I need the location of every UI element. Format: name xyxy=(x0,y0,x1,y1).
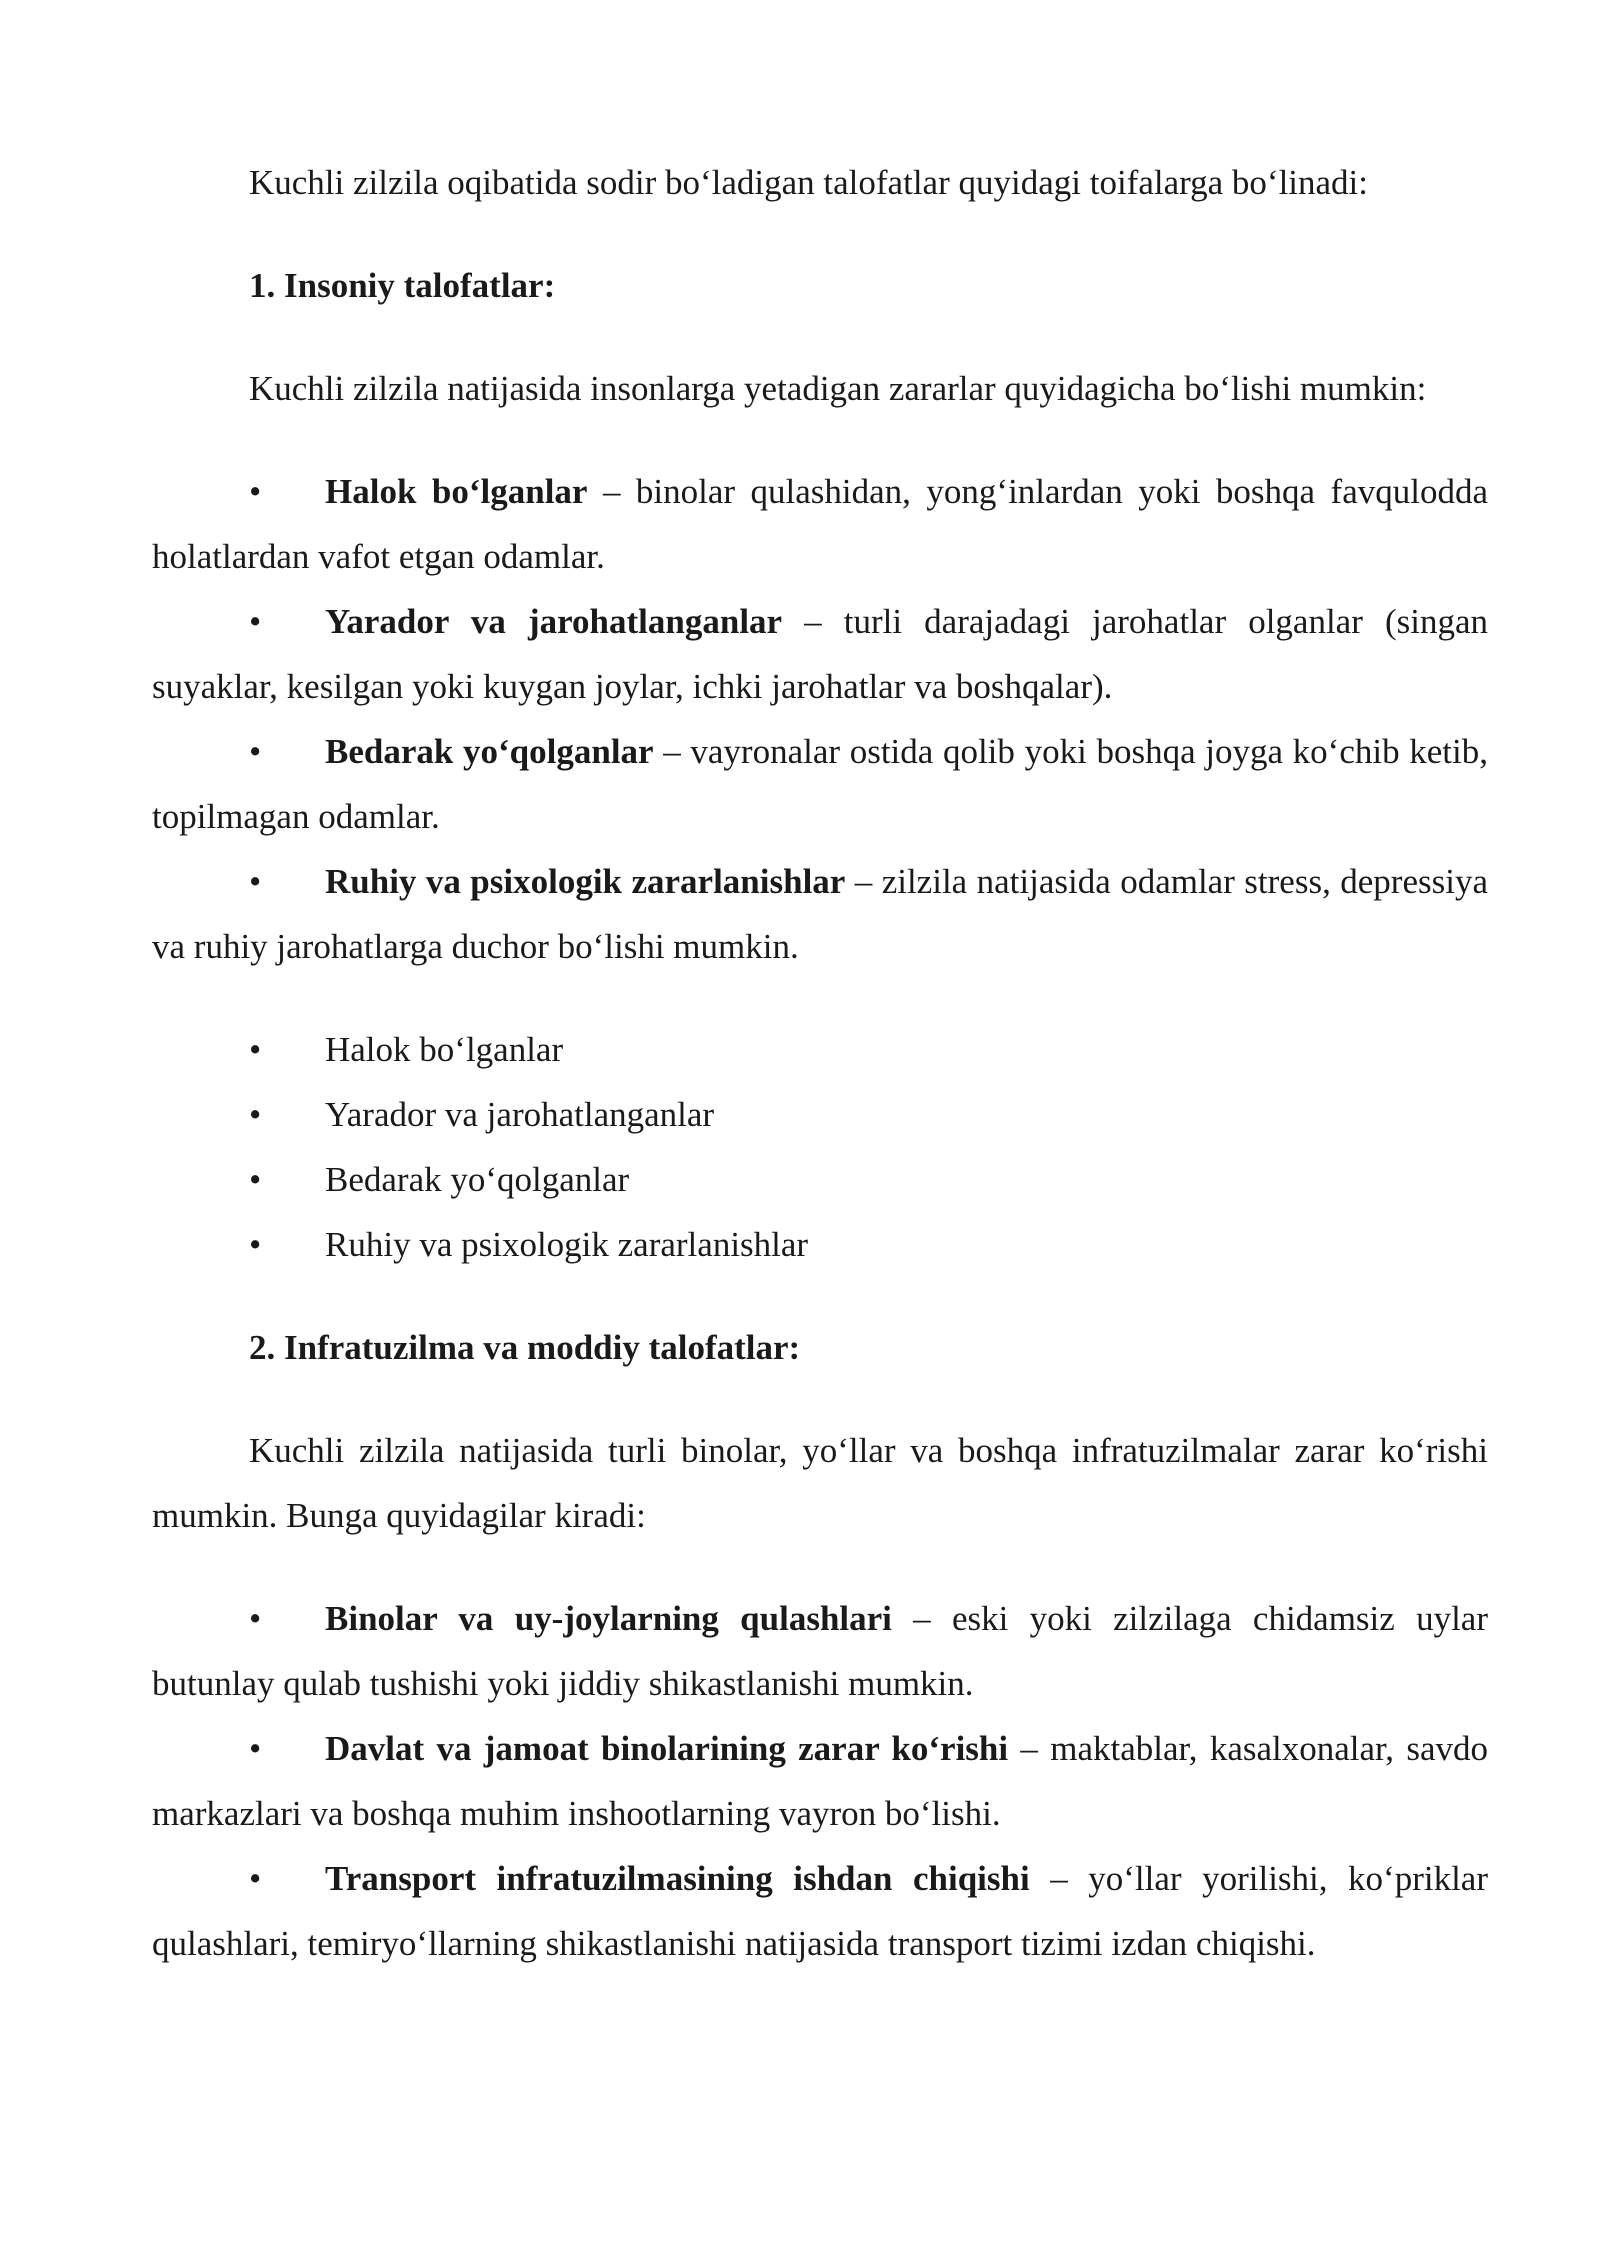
bullet-icon: • xyxy=(249,862,262,901)
list-item xyxy=(152,719,1488,849)
section1-intro: Kuchli zilzila natijasida insonlarga yetadigan zararlar quyidagicha bo‘lishi mumkin: xyxy=(249,369,1427,408)
bullet-icon: • xyxy=(249,732,262,771)
list-item xyxy=(152,849,1488,979)
item-description: – vayronalar ostida qolib yoki boshqa joyga ko‘chib ketib, topilmagan odamlar. xyxy=(152,732,1488,836)
list-item xyxy=(152,1716,1488,1846)
bullet-icon: • xyxy=(249,1859,262,1898)
bullet-icon: • xyxy=(249,602,262,641)
list-item xyxy=(152,1147,1488,1212)
item-label: Yarador va jarohatlanganlar xyxy=(325,1095,715,1134)
list-item xyxy=(152,1082,1488,1147)
list-item xyxy=(152,1846,1488,1976)
item-description: – turli darajadagi jarohatlar olganlar (singan suyaklar, kesilgan yoki kuygan joylar, ichki jarohatlar va boshqalar). xyxy=(152,602,1488,706)
bullet-icon: • xyxy=(249,1599,262,1638)
item-term: Yarador va jarohatlanganlar xyxy=(325,602,783,641)
section2-detail-list xyxy=(152,1586,1488,1976)
item-label: Ruhiy va psixologik zararlanishlar xyxy=(325,1225,809,1264)
bullet-icon: • xyxy=(249,1729,262,1768)
bullet-icon: • xyxy=(249,1225,262,1264)
item-label: Bedarak yo‘qolganlar xyxy=(325,1160,630,1199)
list-item xyxy=(152,1212,1488,1277)
list-item xyxy=(152,589,1488,719)
item-description: – yo‘llar yorilishi, ko‘priklar qulashlari, temiryo‘llarning shikastlanishi natijasida transport tizimi izdan chiqishi. xyxy=(152,1859,1488,1963)
item-term: Binolar va uy-joylarning qulashlari xyxy=(325,1599,892,1638)
list-item xyxy=(152,459,1488,589)
section1-heading: 1. Insoniy talofatlar: xyxy=(249,266,556,305)
item-term: Ruhiy va psixologik zararlanishlar xyxy=(325,862,846,901)
item-term: Transport infratuzilmasining ishdan chiqishi xyxy=(325,1859,1030,1898)
section1-summary-list xyxy=(152,1017,1488,1277)
item-description: – eski yoki zilzilaga chidamsiz uylar butunlay qulab tushishi yoki jiddiy shikastlanishi mumkin. xyxy=(152,1599,1489,1703)
item-term: Bedarak yo‘qolganlar xyxy=(325,732,654,771)
list-item xyxy=(152,1017,1488,1082)
item-term: Halok bo‘lganlar xyxy=(325,472,588,511)
intro-paragraph: Kuchli zilzila oqibatida sodir bo‘ladigan talofatlar quyidagi toifalarga bo‘linadi: xyxy=(249,163,1369,202)
section2-heading: 2. Infratuzilma va moddiy talofatlar: xyxy=(249,1328,801,1367)
section1-detail-list xyxy=(152,459,1488,979)
item-term: Davlat va jamoat binolarining zarar ko‘rishi xyxy=(325,1729,1009,1768)
item-description: – binolar qulashidan, yong‘inlardan yoki boshqa favqulodda holatlardan vafot etgan odamlar. xyxy=(152,472,1489,576)
item-label: Halok bo‘lganlar xyxy=(325,1030,564,1069)
item-description: – maktablar, kasalxonalar, savdo markazlari va boshqa muhim inshootlarning vayron bo‘lishi. xyxy=(152,1729,1489,1833)
bullet-icon: • xyxy=(249,1095,262,1134)
bullet-icon: • xyxy=(249,1030,262,1069)
list-item xyxy=(152,1586,1488,1716)
section2-intro: Kuchli zilzila natijasida turli binolar, yo‘llar va boshqa infratuzilmalar zarar ko‘rishi mumkin. Bunga quyidagilar kiradi: xyxy=(152,1431,1488,1535)
bullet-icon: • xyxy=(249,472,262,511)
item-description: – zilzila natijasida odamlar stress, depressiya va ruhiy jarohatlarga duchor bo‘lishi mumkin. xyxy=(152,862,1488,966)
bullet-icon: • xyxy=(249,1160,262,1199)
document-page xyxy=(152,150,1488,1976)
